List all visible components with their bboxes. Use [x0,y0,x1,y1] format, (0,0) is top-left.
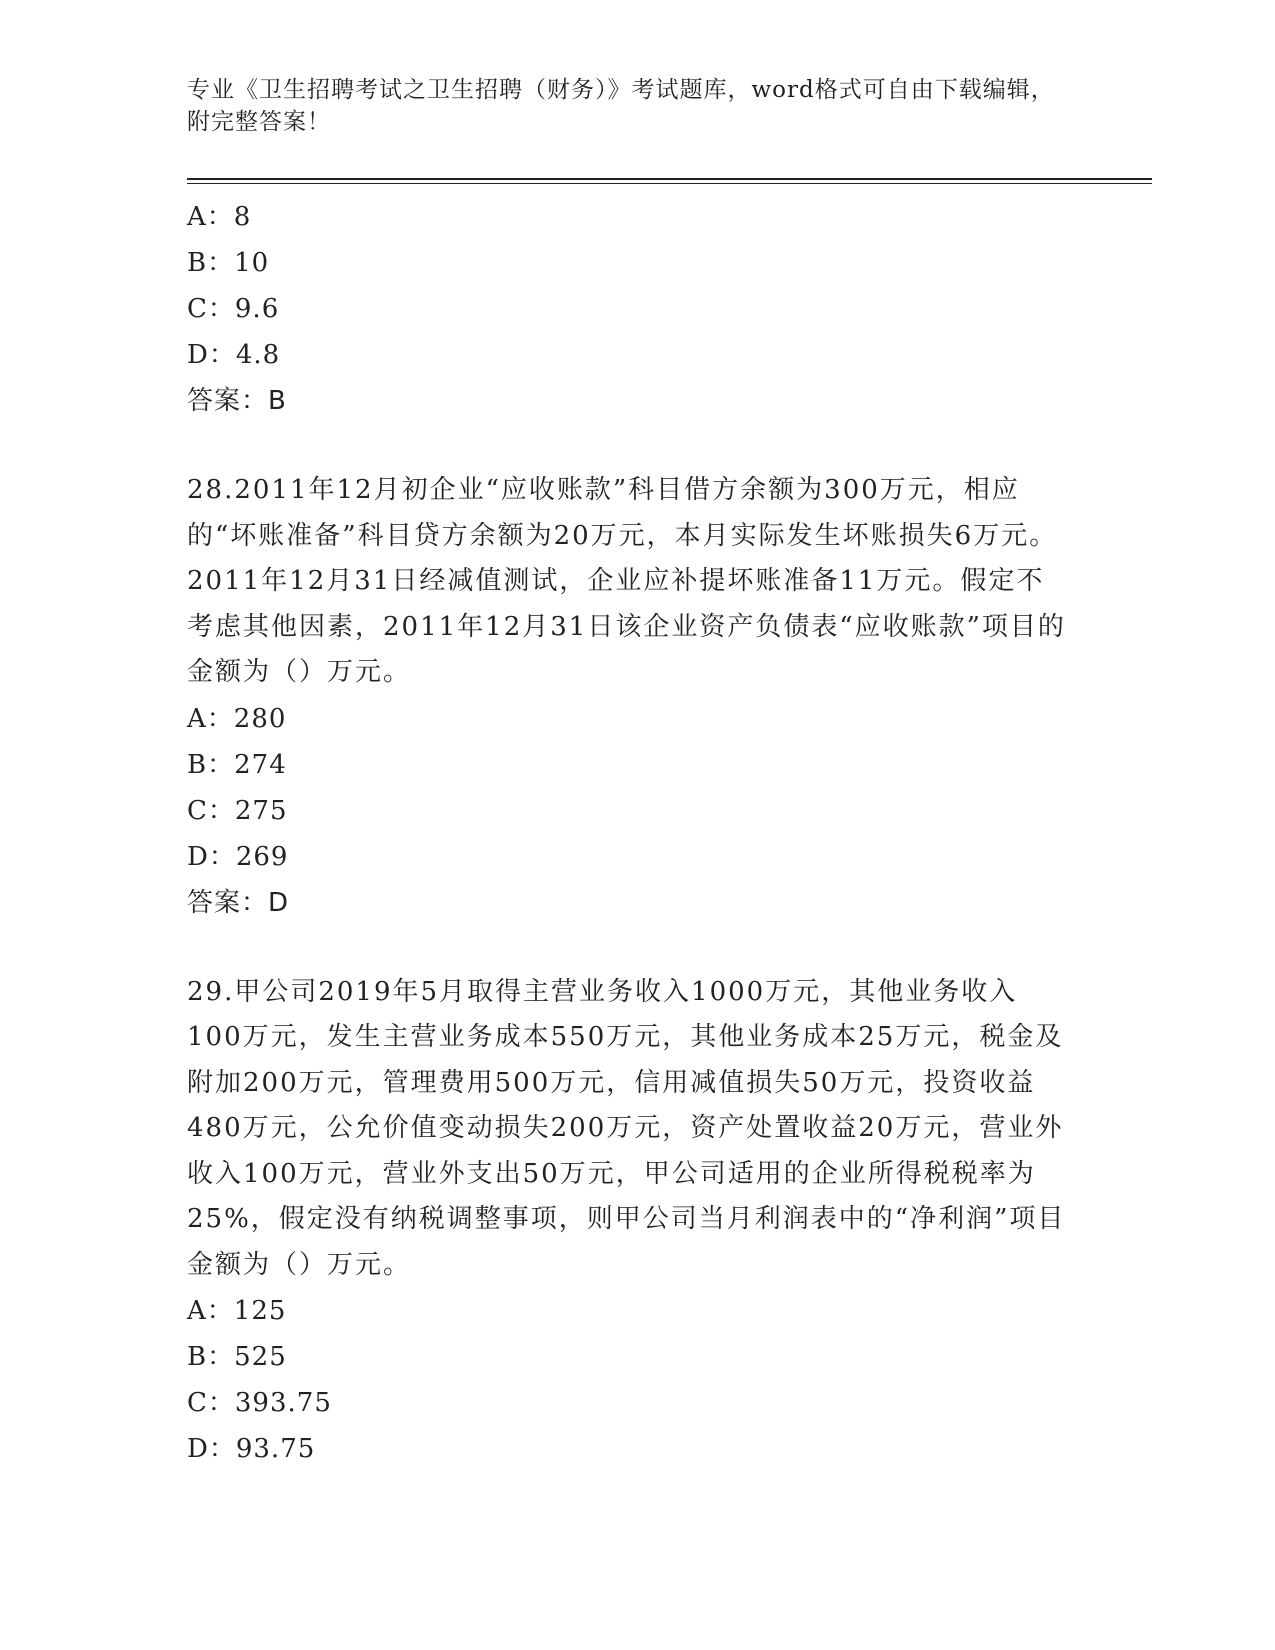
q29-option-d: D：93.75 [187,1434,316,1464]
header-divider-thick [187,178,1152,180]
question-content [187,194,1087,1472]
q28-stem: 28.2011年12月初企业“应收账款”科目借方余额为300万元，相应的“坏账准备”科目贷方余额为20万元，本月实际发生坏账损失6万元。2011年12月31日经减值测试，企业应补提坏账准备11万元。假定不考虑其他因素，2011年12月31日该企业资产负债表“应收账款”项目的金额为（）万元。 [187,475,1066,687]
document-header: 专业《卫生招聘考试之卫生招聘（财务）》考试题库，word格式可自由下载编辑，附完整答案！ [187,77,1055,135]
q27-option-c: C：9.6 [187,294,280,324]
q28-option-a: A：280 [187,703,287,734]
header-divider-thin [187,183,1152,184]
q27-option-a: A：8 [187,202,252,232]
q27-answer: 答案：B [187,386,287,416]
spacer [187,926,1087,970]
q29-option-c: C：393.75 [187,1388,332,1418]
q28-option-b: B：274 [187,749,287,780]
q28-answer: 答案：D [187,887,290,918]
q29-option-a: A：125 [187,1296,287,1326]
q27-option-d: D：4.8 [187,340,281,370]
q29-stem: 29.甲公司2019年5月取得主营业务收入1000万元，其他业务收入100万元，发生主营业务成本550万元，其他业务成本25万元，税金及附加200万元，管理费用500万元，信用减值损失50万元，投资收益480万元，公允价值变动损失200万元，资产处置收益20万元，营业外收入100万元，营业外支出50万元，甲公司适用的企业所得税税率为25%，假定没有纳税调整事项，则甲公司当月利润表中的“净利润”项目金额为（）万元。 [187,976,1066,1280]
q29-option-b: B：525 [187,1342,287,1372]
spacer [187,424,1087,468]
q28-option-c: C：275 [187,795,288,826]
q27-option-b: B：10 [187,248,270,278]
q28-option-d: D：269 [187,841,289,872]
